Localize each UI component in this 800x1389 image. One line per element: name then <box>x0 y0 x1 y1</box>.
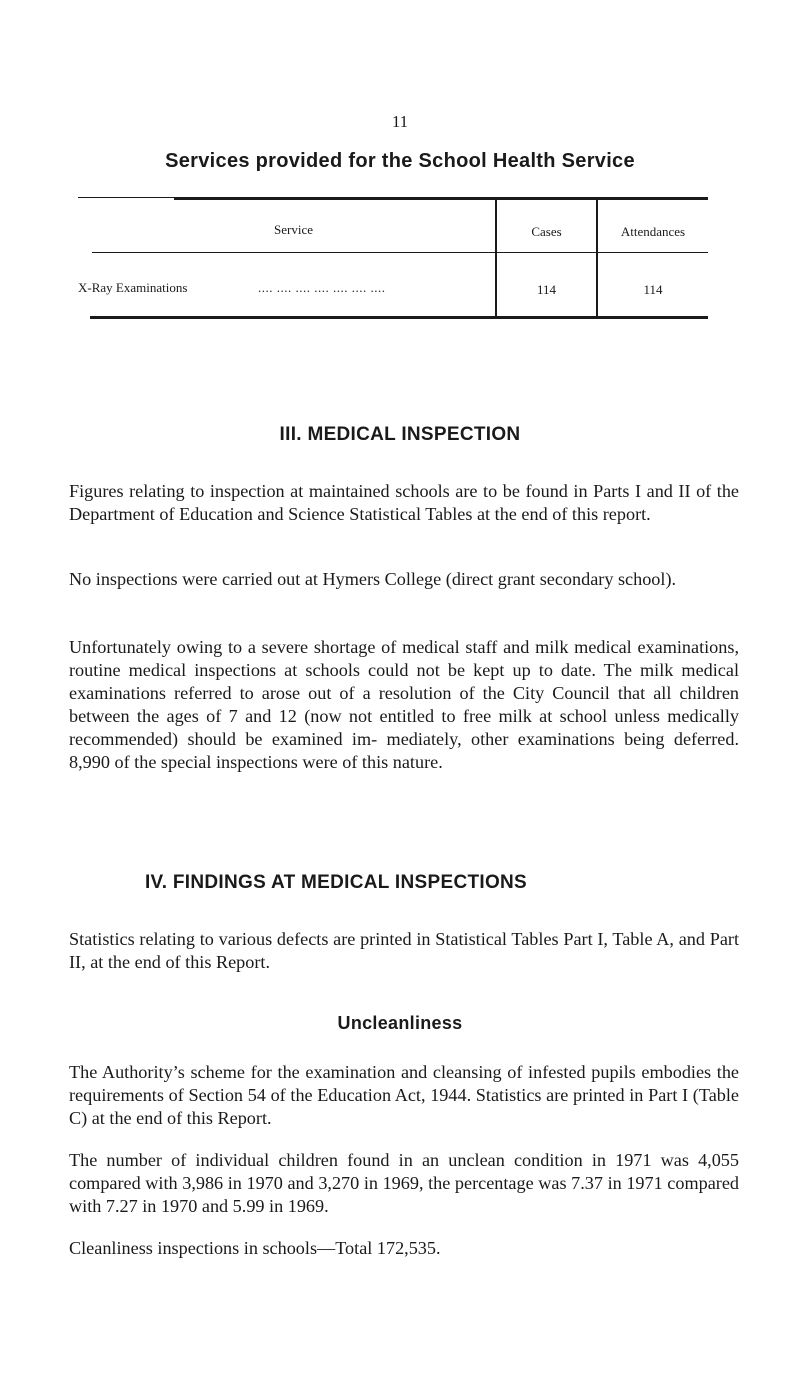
table-title: Services provided for the School Health Service <box>165 150 635 172</box>
header-attendances: Attendances <box>620 224 686 239</box>
paragraph: Unfortunately owing to a severe shortage of medical staff and milk medical examinations, routine medical inspections at schools could not be kept up to date. The milk medical examinations referred to arose out of a resolution of the City Council that all children between the ages of 7 and 12 (now not entitled to free milk at school unless medically recommended) should be examined im- mediately, other examinations being deferred. 8,990 of the special inspections were of this nature. <box>69 637 739 772</box>
table-column-divider-2 <box>596 198 598 316</box>
paragraph: The Authority’s scheme for the examination and cleansing of infested pupils embodies the requirements of Section 54 of the Education Act, 1944. Statistics are printed in Part I (Table C) at the end of this Report. <box>69 1062 739 1128</box>
header-cases: Cases <box>531 224 562 239</box>
row-service: X-Ray Examinations <box>78 280 188 295</box>
paragraph: Statistics relating to various defects are printed in Statistical Tables Part I, Table A, and Part II, at the end of this Report. <box>69 929 739 972</box>
row-leaders: .... .... .... .... .... .... .... <box>258 280 386 295</box>
table-column-divider-1 <box>495 198 497 316</box>
page-number: 11 <box>391 112 409 131</box>
paragraph: Figures relating to inspection at maintained schools are to be found in Parts I and II of the Department of Education and Science Statistical Tables at the end of this report. <box>69 481 739 524</box>
table-top-border <box>174 197 708 200</box>
paragraph: No inspections were carried out at Hymers College (direct grant secondary school). <box>69 569 677 589</box>
table-top-border-left <box>78 197 178 198</box>
sub-heading-uncleanliness: Uncleanliness <box>337 1013 463 1033</box>
section-heading-findings: IV. FINDINGS AT MEDICAL INSPECTIONS <box>144 872 528 893</box>
row-cases: 114 <box>536 282 557 297</box>
header-service: Service <box>274 222 313 237</box>
paragraph: Cleanliness inspections in schools—Total 172,535. <box>69 1238 441 1258</box>
section-heading-medical-inspection: III. MEDICAL INSPECTION <box>279 424 521 445</box>
paragraph: The number of individual children found in an unclean condition in 1971 was 4,055 compared with 3,986 in 1970 and 3,270 in 1969, the percentage was 7.37 in 1971 compared with 7.27 in 1970 and 5.99 in 1969. <box>69 1150 739 1216</box>
row-attendances: 114 <box>643 282 663 297</box>
table-header-divider <box>92 252 708 253</box>
table-bottom-border <box>90 316 708 319</box>
